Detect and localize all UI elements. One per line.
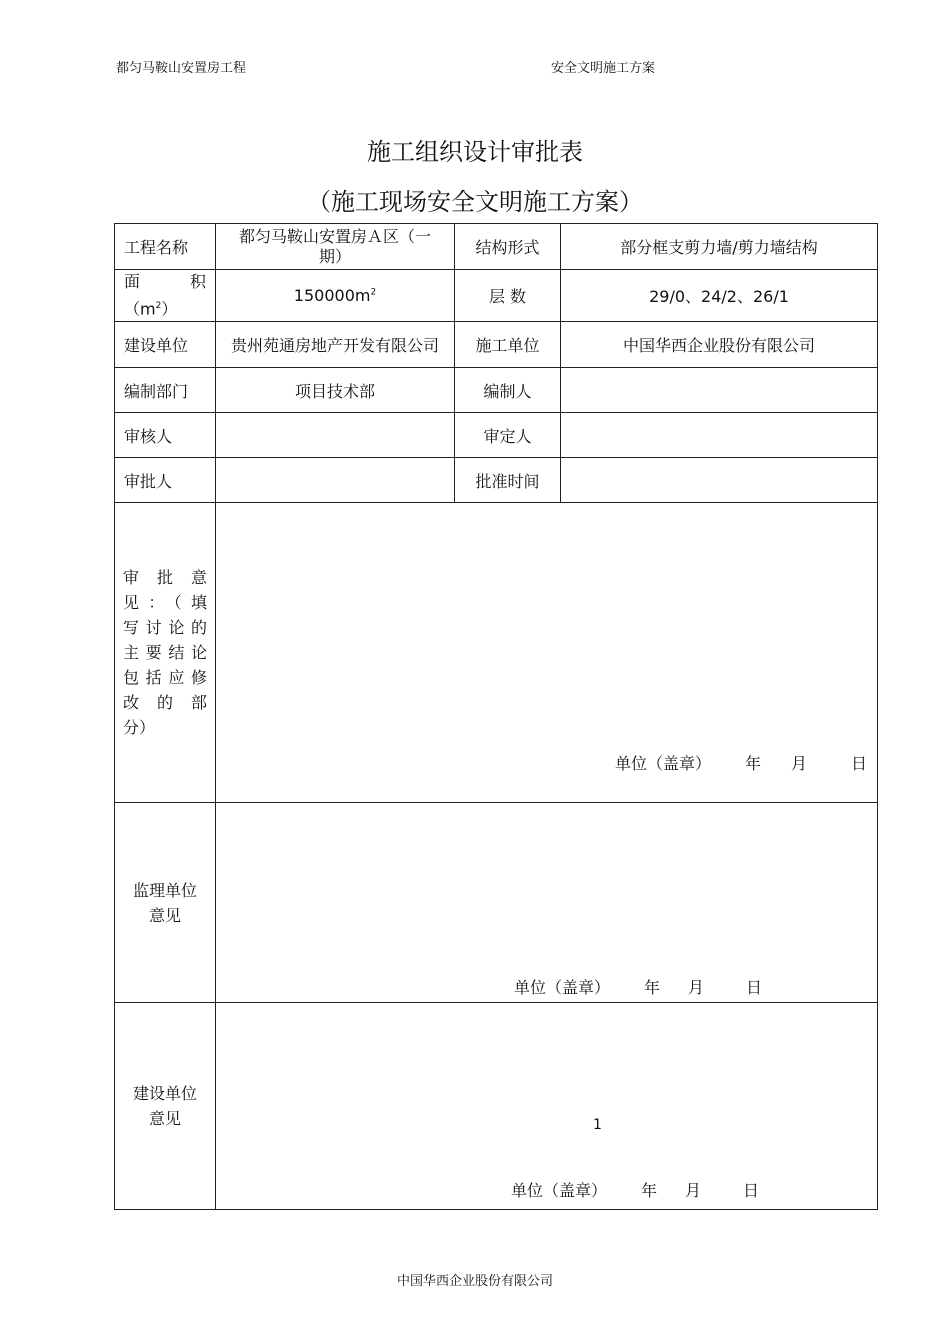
author-value — [561, 368, 878, 413]
signature-unit: 单位（盖章） — [614, 754, 711, 774]
table-row — [115, 368, 878, 413]
table-row — [115, 803, 878, 1003]
project-name-value — [216, 224, 455, 270]
final-approver-label: 审定人 — [455, 413, 561, 458]
builder-label: 建设单位 — [115, 322, 216, 368]
project-name-line-1: 都匀马鞍山安置房Ａ区（一 — [238, 226, 431, 246]
supervisor-signature-line — [514, 975, 762, 998]
approval-time-label: 批准时间 — [455, 458, 561, 503]
signature-day: 日 — [743, 1181, 760, 1201]
signature-unit: 单位（盖章） — [514, 978, 611, 998]
signature-unit: 单位（盖章） — [511, 1181, 608, 1201]
builder-value: 贵州苑通房地产开发有限公司 — [216, 322, 455, 368]
project-name-line-2: 期） — [318, 246, 351, 266]
page-number: 1 — [593, 1117, 602, 1134]
signature-day: 日 — [850, 754, 867, 774]
floors-value: 29/0、24/2、26/1 — [561, 270, 878, 322]
table-row — [115, 270, 878, 322]
final-approver-value — [561, 413, 878, 458]
page-subtitle: （施工现场安全文明施工方案） — [307, 188, 643, 216]
signature-month: 月 — [790, 754, 807, 774]
reviewer-label: 审核人 — [115, 413, 216, 458]
opinion-label-line: 包括应修 — [123, 668, 207, 688]
supervisor-opinion-field[interactable] — [216, 803, 878, 1003]
supervisor-label-line-1: 监理单位 — [132, 880, 197, 900]
floors-label: 层 数 — [455, 270, 561, 322]
opinion-label-line: 主要结论 — [123, 643, 207, 663]
page-title: 施工组织设计审批表 — [367, 138, 583, 166]
area-label-a: 面 — [124, 272, 141, 291]
reviewer-value — [216, 413, 455, 458]
table-row — [115, 1003, 878, 1210]
table-row — [115, 458, 878, 503]
owner-opinion-field[interactable] — [216, 1003, 878, 1210]
approval-form-table — [114, 223, 878, 1210]
header-project-name: 都匀马鞍山安置房工程 — [116, 61, 247, 76]
contractor-label: 施工单位 — [455, 322, 561, 368]
footer-company: 中国华西企业股份有限公司 — [396, 1274, 553, 1289]
opinion-label-line: 见：（填 — [123, 593, 207, 613]
approval-opinion-field[interactable] — [216, 503, 878, 803]
area-label-b: 积 — [189, 272, 206, 291]
signature-year: 年 — [744, 754, 761, 774]
opinion-label-line: 审 批 意 — [123, 568, 207, 588]
approval-opinion-label — [115, 503, 216, 803]
signature-year: 年 — [644, 978, 661, 998]
opinion-label-line: 改 的 部 — [123, 693, 207, 713]
supervisor-opinion-label — [115, 803, 216, 1003]
approver-value — [216, 458, 455, 503]
table-row — [115, 503, 878, 803]
author-label: 编制人 — [455, 368, 561, 413]
owner-signature-line — [511, 1178, 759, 1201]
approval-time-value — [561, 458, 878, 503]
signature-month: 月 — [685, 1181, 702, 1201]
contractor-value: 中国华西企业股份有限公司 — [561, 322, 878, 368]
owner-opinion-label — [115, 1003, 216, 1210]
owner-label-line-2: 意见 — [148, 1109, 181, 1129]
table-row — [115, 322, 878, 368]
header-document-name: 安全文明施工方案 — [551, 61, 656, 76]
table-row — [115, 413, 878, 458]
supervisor-label-line-2: 意见 — [148, 905, 181, 925]
signature-day: 日 — [746, 978, 763, 998]
approval-signature-line — [615, 751, 867, 774]
structure-label: 结构形式 — [455, 224, 561, 270]
signature-month: 月 — [688, 978, 705, 998]
structure-value: 部分框支剪力墙/剪力墙结构 — [561, 224, 878, 270]
area-value: $150000m^2$ — [216, 270, 455, 322]
dept-value: 项目技术部 — [216, 368, 455, 413]
dept-label: 编制部门 — [115, 368, 216, 413]
project-name-label: 工程名称 — [115, 224, 216, 270]
approver-label: 审批人 — [115, 458, 216, 503]
signature-year: 年 — [641, 1181, 658, 1201]
area-label — [115, 270, 216, 322]
table-row — [115, 224, 878, 270]
owner-label-line-1: 建设单位 — [132, 1084, 197, 1104]
opinion-label-line: 分） — [123, 718, 156, 738]
opinion-label-line: 写讨论的 — [123, 618, 207, 638]
area-label-unit: $(m^2)$ — [124, 299, 178, 319]
